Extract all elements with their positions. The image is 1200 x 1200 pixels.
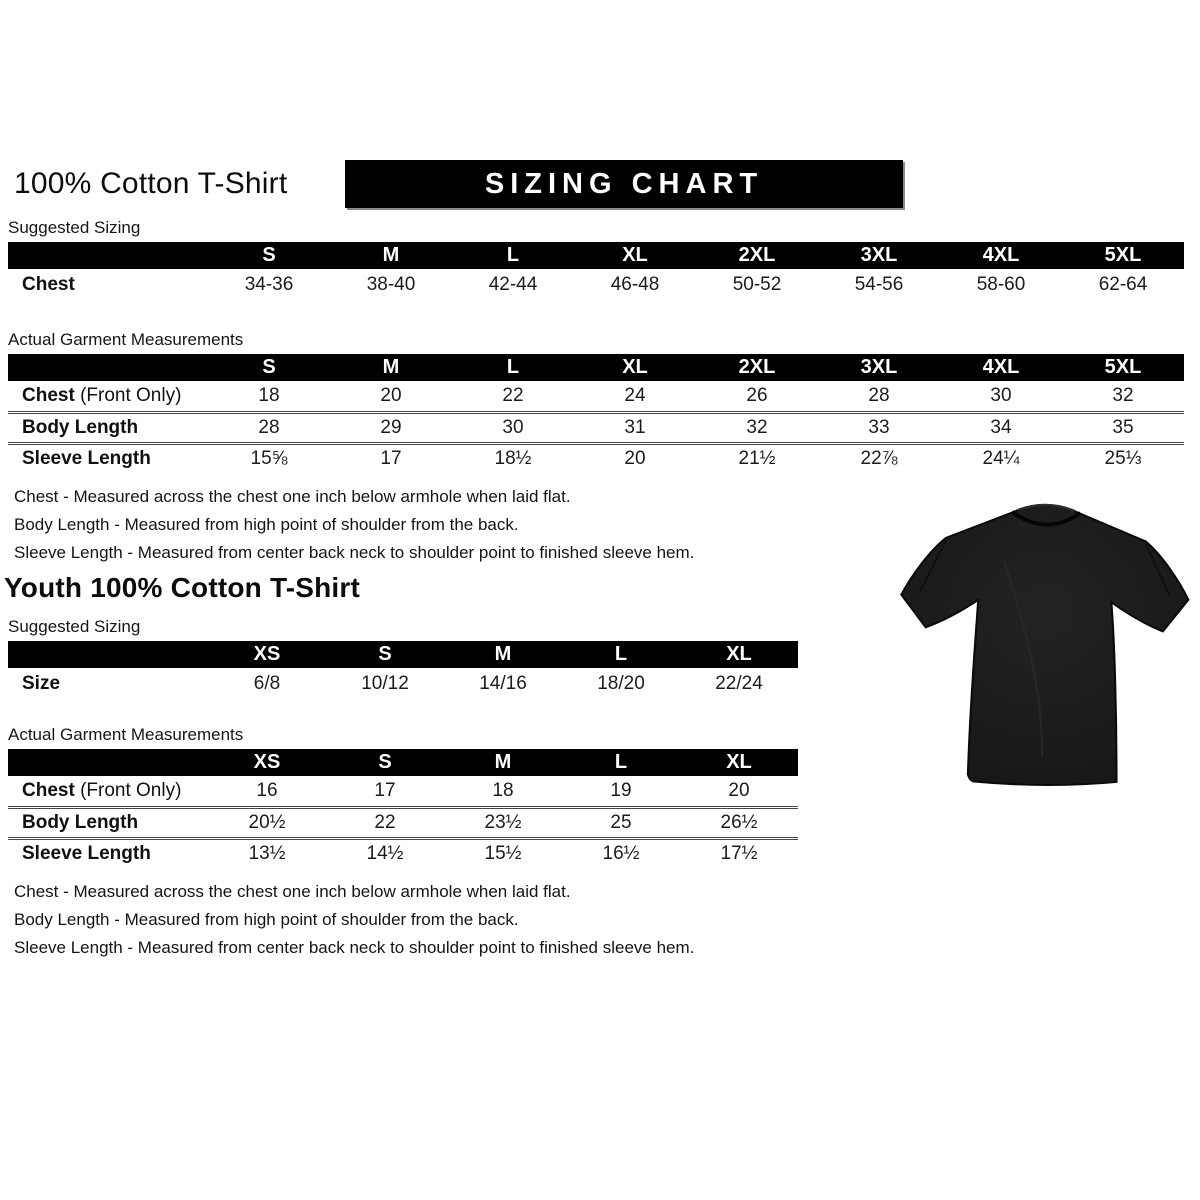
- measurement-cell: 23½: [444, 807, 562, 838]
- measurement-cell: 16: [256, 779, 278, 801]
- size-column-header: XL: [680, 749, 798, 776]
- table-header-row: [8, 354, 1184, 381]
- measurement-cell: 62-64: [1098, 273, 1148, 295]
- size-column-header: M: [330, 242, 452, 269]
- measurement-cell: 38-40: [366, 273, 416, 295]
- measurement-cell: 26: [746, 384, 768, 406]
- size-column-header: 3XL: [818, 354, 940, 381]
- youth-garment-measurements-table: [8, 749, 798, 869]
- table-header-row: [8, 749, 798, 776]
- size-column-header: 5XL: [1062, 354, 1184, 381]
- youth-garment-measurements-label: Actual Garment Measurements: [8, 725, 244, 744]
- measurement-cell: 54-56: [854, 273, 904, 295]
- measurement-cell: 18/20: [597, 672, 645, 694]
- measurement-cell: 20: [728, 779, 750, 801]
- measurement-cell: 17: [330, 443, 452, 474]
- measurement-note: Body Length - Measured from high point of shoulder from the back.: [14, 910, 519, 929]
- measurement-cell: 16½: [562, 838, 680, 869]
- table-row: [8, 838, 798, 869]
- header-row: [8, 160, 1192, 212]
- measurement-note: Chest - Measured across the chest one inch below armhole when laid flat.: [14, 487, 571, 506]
- measurement-cell: 25⅓: [1062, 443, 1184, 474]
- size-column-header: XL: [574, 242, 696, 269]
- measurement-note: Chest - Measured across the chest one inch below armhole when laid flat.: [14, 882, 571, 901]
- table-header-spacer: [8, 354, 208, 381]
- size-column-header: XL: [680, 641, 798, 668]
- size-column-header: S: [326, 641, 444, 668]
- row-label: Body Length: [8, 412, 208, 443]
- measurement-cell: 24¼: [940, 443, 1062, 474]
- table-row: [8, 443, 1184, 474]
- measurement-cell: 28: [208, 412, 330, 443]
- adult-suggested-sizing-label: Suggested Sizing: [8, 218, 141, 237]
- measurement-cell: 26½: [680, 807, 798, 838]
- size-column-header: S: [208, 242, 330, 269]
- size-column-header: XL: [574, 354, 696, 381]
- measurement-note: Sleeve Length - Measured from center back neck to shoulder point to finished sleeve hem.: [14, 543, 695, 562]
- adult-suggested-sizing-table: [8, 242, 1184, 300]
- sizing-chart-banner: SIZING CHART: [345, 160, 903, 208]
- size-column-header: 4XL: [940, 242, 1062, 269]
- table-header-spacer: [8, 641, 208, 668]
- measurement-cell: 34: [940, 412, 1062, 443]
- size-column-header: S: [208, 354, 330, 381]
- measurement-cell: 34-36: [244, 273, 294, 295]
- measurement-cell: 6/8: [253, 672, 281, 694]
- measurement-cell: 18: [492, 779, 514, 801]
- black-tshirt-product-photo: [885, 481, 1200, 808]
- page-title: 100% Cotton T-Shirt: [14, 167, 288, 200]
- size-column-header: XS: [208, 641, 326, 668]
- measurement-cell: 17: [374, 779, 396, 801]
- row-label: Body Length: [8, 807, 208, 838]
- measurement-cell: 14/16: [479, 672, 527, 694]
- table-row: [8, 807, 798, 838]
- table-header-row: [8, 641, 798, 668]
- measurement-cell: 29: [330, 412, 452, 443]
- measurement-cell: 20½: [208, 807, 326, 838]
- measurement-cell: 30: [452, 412, 574, 443]
- size-column-header: 5XL: [1062, 242, 1184, 269]
- table-header-row: [8, 242, 1184, 269]
- size-column-header: 2XL: [696, 242, 818, 269]
- table-row: [8, 668, 798, 699]
- measurement-cell: 17½: [680, 838, 798, 869]
- youth-suggested-sizing-label: Suggested Sizing: [8, 617, 141, 636]
- size-column-header: 4XL: [940, 354, 1062, 381]
- row-label: Chest: [22, 273, 75, 295]
- measurement-cell: 32: [1112, 384, 1134, 406]
- measurement-cell: 33: [818, 412, 940, 443]
- row-label: Sleeve Length: [8, 443, 208, 474]
- measurement-cell: 22: [502, 384, 524, 406]
- adult-garment-measurements-label: Actual Garment Measurements: [8, 330, 244, 349]
- row-label: Chest (Front Only): [22, 384, 182, 406]
- measurement-note: Sleeve Length - Measured from center back neck to shoulder point to finished sleeve hem.: [14, 938, 695, 957]
- youth-measurement-notes: [14, 878, 1192, 962]
- measurement-cell: 15⅝: [208, 443, 330, 474]
- measurement-cell: 58-60: [976, 273, 1026, 295]
- table-row: [8, 412, 1184, 443]
- row-label: Sleeve Length: [8, 838, 208, 869]
- measurement-cell: 30: [990, 384, 1012, 406]
- row-label: Chest (Front Only): [22, 779, 182, 801]
- measurement-cell: 10/12: [361, 672, 409, 694]
- table-row: [8, 381, 1184, 412]
- size-column-header: L: [452, 242, 574, 269]
- measurement-cell: 14½: [326, 838, 444, 869]
- size-column-header: M: [330, 354, 452, 381]
- size-column-header: M: [444, 641, 562, 668]
- measurement-cell: 50-52: [732, 273, 782, 295]
- size-column-header: 2XL: [696, 354, 818, 381]
- size-column-header: XS: [208, 749, 326, 776]
- measurement-cell: 28: [868, 384, 890, 406]
- measurement-cell: 22: [326, 807, 444, 838]
- table-row: [8, 776, 798, 807]
- measurement-cell: 19: [610, 779, 632, 801]
- table-header-spacer: [8, 242, 208, 269]
- table-row: [8, 269, 1184, 300]
- adult-garment-measurements-table: [8, 354, 1184, 474]
- measurement-cell: 25: [562, 807, 680, 838]
- measurement-cell: 24: [624, 384, 646, 406]
- size-column-header: L: [562, 749, 680, 776]
- measurement-cell: 21½: [696, 443, 818, 474]
- measurement-cell: 46-48: [610, 273, 660, 295]
- measurement-cell: 18½: [452, 443, 574, 474]
- measurement-cell: 42-44: [488, 273, 538, 295]
- measurement-cell: 32: [696, 412, 818, 443]
- size-column-header: 3XL: [818, 242, 940, 269]
- measurement-note: Body Length - Measured from high point of shoulder from the back.: [14, 515, 519, 534]
- measurement-cell: 13½: [208, 838, 326, 869]
- measurement-cell: 20: [380, 384, 402, 406]
- table-header-spacer: [8, 749, 208, 776]
- measurement-cell: 31: [574, 412, 696, 443]
- row-label: Size: [22, 672, 61, 694]
- youth-section-title: Youth 100% Cotton T-Shirt: [4, 572, 361, 603]
- size-column-header: L: [452, 354, 574, 381]
- size-column-header: M: [444, 749, 562, 776]
- measurement-cell: 20: [574, 443, 696, 474]
- measurement-cell: 22/24: [715, 672, 763, 694]
- measurement-cell: 22⅞: [818, 443, 940, 474]
- measurement-cell: 18: [258, 384, 280, 406]
- measurement-cell: 15½: [444, 838, 562, 869]
- measurement-cell: 35: [1062, 412, 1184, 443]
- size-column-header: L: [562, 641, 680, 668]
- youth-suggested-sizing-table: [8, 641, 798, 699]
- size-column-header: S: [326, 749, 444, 776]
